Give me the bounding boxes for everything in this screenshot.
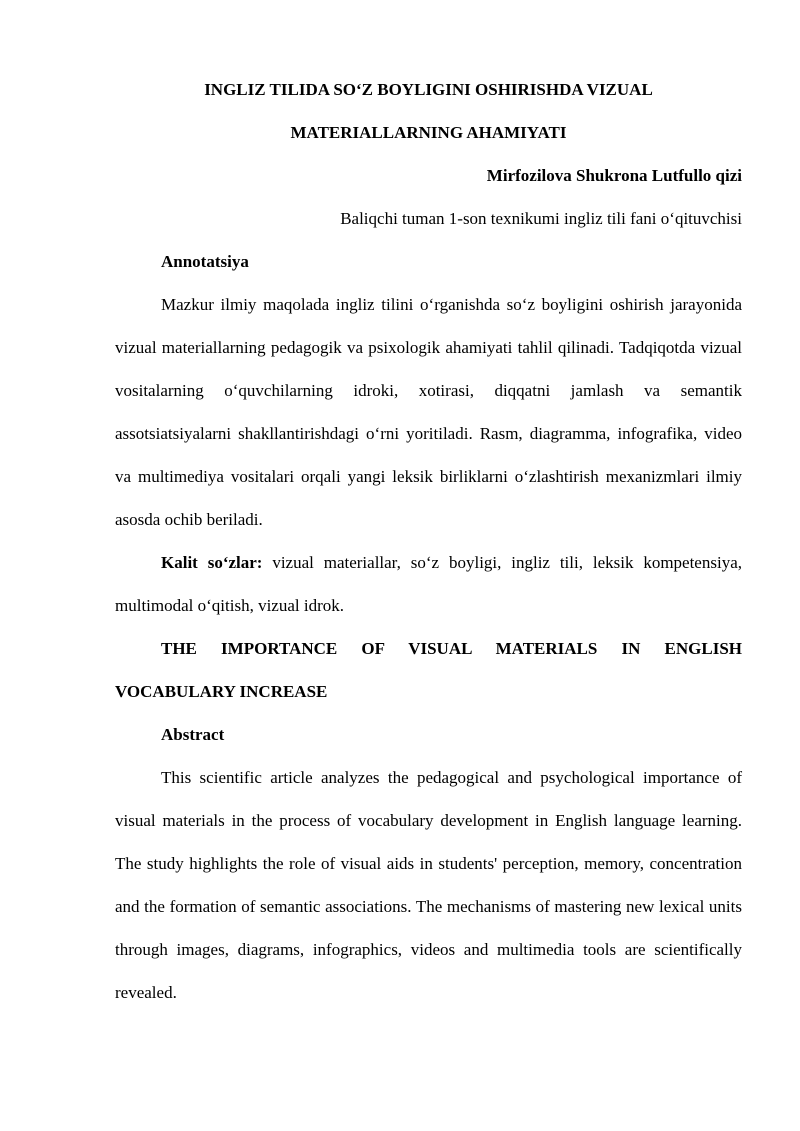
keywords-paragraph	[115, 541, 742, 627]
document-page	[115, 68, 742, 1014]
author-name: Mirfozilova Shukrona Lutfullo qizi	[486, 166, 742, 185]
author-affiliation: Baliqchi tuman 1-son texnikumi ingliz tili fani o‘qituvchisi	[340, 209, 742, 228]
annotation-text: Mazkur ilmiy maqolada ingliz tilini o‘rganishda so‘z boyligini oshirish jarayonida vizual materiallarning pedagogik va psixologik ahamiyati tahlil qilinadi. Tadqiqotda vizual vositalarning o‘quvchilarning idroki, xotirasi, diqqatni jamlash va semantik assotsiatsiyalarni shakllantirishdagi o‘rni yoritiladi. Rasm, diagramma, infografika, video va multimediya vositalari orqali yangi leksik birliklarni o‘zlashtirish mexanizmlari ilmiy asosda ochib beriladi.	[115, 295, 742, 529]
title-line-1: INGLIZ TILIDA SO‘Z BOYLIGINI OSHIRISHDA VIZUAL	[204, 80, 653, 99]
annotation-heading: Annotatsiya	[161, 252, 249, 271]
abstract-text: This scientific article analyzes the pedagogical and psychological importance of visual materials in the process of vocabulary development in English language learning. The study highlights the role of visual aids in students' perception, memory, concentration and the formation of semantic associations. The mechanisms of mastering new lexical units through images, diagrams, infographics, videos and multimedia tools are scientifically revealed.	[115, 768, 742, 1002]
abstract-heading: Abstract	[161, 725, 225, 744]
title-line-2: MATERIALLARNING AHAMIYATI	[290, 123, 567, 142]
english-title: THE IMPORTANCE OF VISUAL MATERIALS IN ENGLISH VOCABULARY INCREASE	[115, 639, 742, 701]
keywords-label: Kalit so‘zlar:	[161, 553, 263, 572]
keywords-text: vizual materiallar, so‘z boyligi, ingliz tili, leksik kompetensiya, multimodal o‘qitish, vizual idrok.	[115, 553, 742, 615]
